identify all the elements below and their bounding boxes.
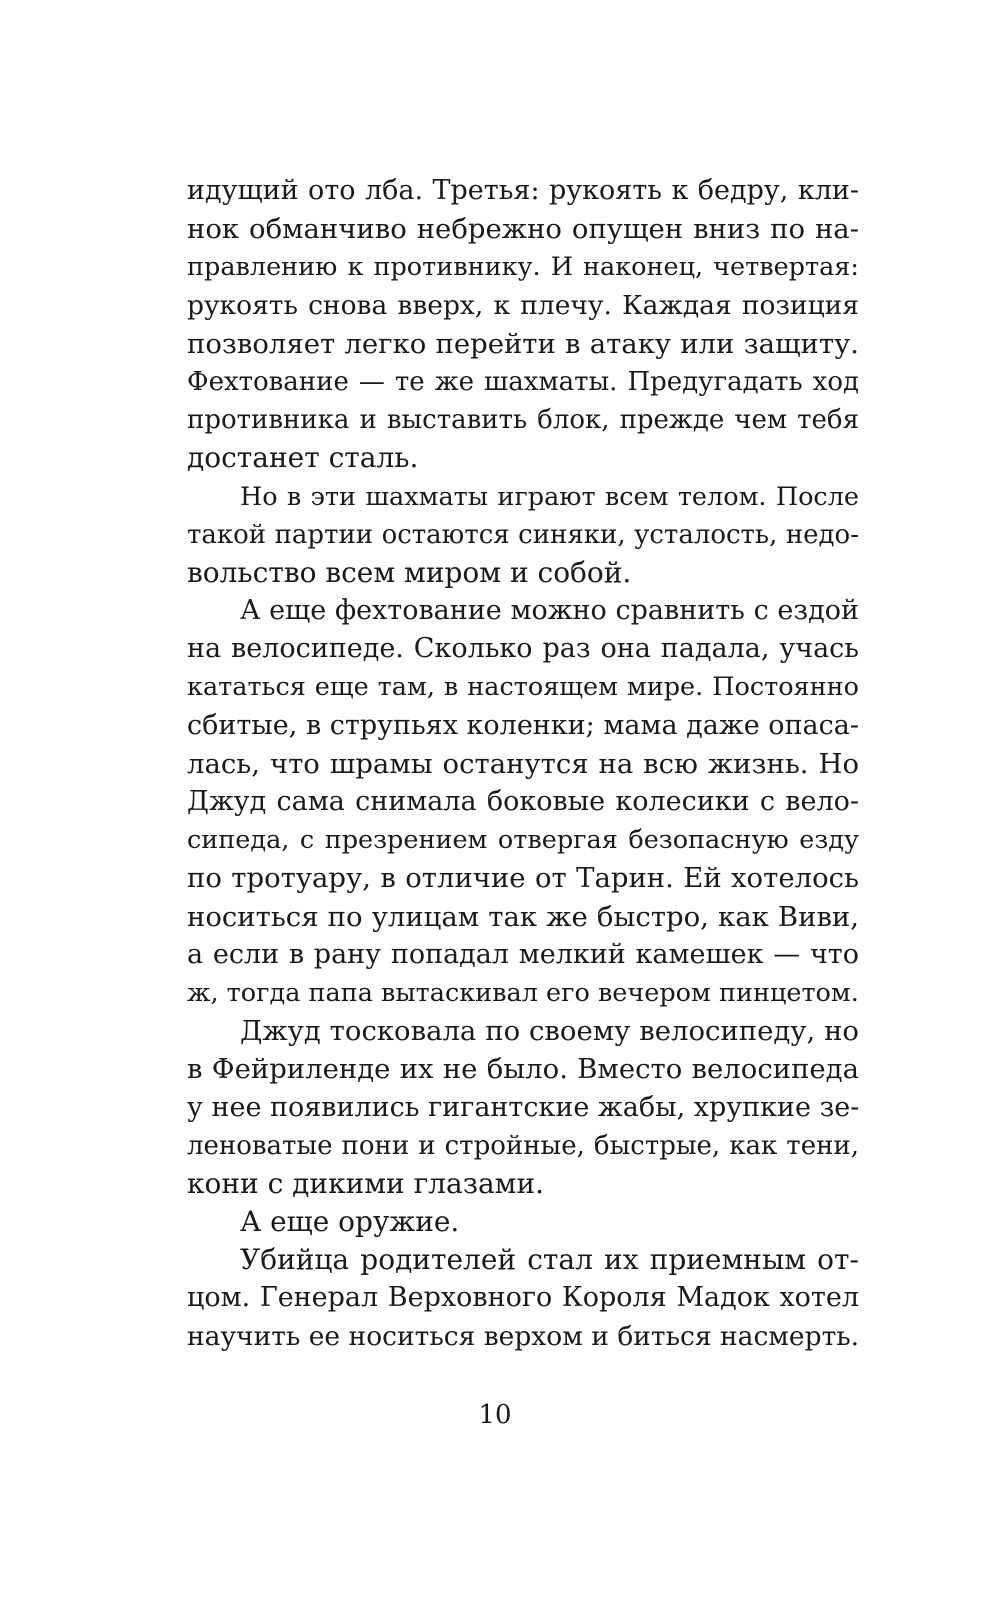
- text-line: А еще оружие.: [240, 1205, 460, 1239]
- text-line: Убийца родителей стал их приемным от-: [240, 1243, 859, 1277]
- text-line: цом. Генерал Верховного Короля Мадок хотел: [187, 1282, 859, 1314]
- text-line: леноватые пони и стройные, быстрые, как тени,: [187, 1130, 859, 1161]
- text-line: научить ее носиться верхом и биться насмерть.: [187, 1320, 860, 1352]
- body-text: [187, 172, 859, 1356]
- text-line: правлению к противнику. И наконец, четвертая:: [187, 252, 859, 283]
- text-line: А еще фехтование можно сравнить с ездой: [240, 595, 859, 627]
- text-line: сбитые, в струпьях коленки; мама даже опаса-: [187, 709, 859, 741]
- text-line: а если в рану попадал мелкий камешек — что: [187, 938, 859, 970]
- text-line: достанет сталь.: [187, 441, 419, 475]
- text-line: вольство всем миром и собой.: [187, 555, 632, 589]
- text-line: ж, тогда папа вытаскивал его вечером пинцетом.: [187, 977, 859, 1008]
- text-line: позволяет легко перейти в атаку или защиту.: [187, 327, 859, 360]
- text-line: Джуд тосковала по своему велосипеду, но: [240, 1015, 859, 1048]
- text-line: носиться по улицам так же быстро, как Виви,: [187, 900, 859, 933]
- text-line: нок обманчиво небрежно опущен вниз по на-: [187, 213, 859, 246]
- text-line: кататься еще там, в настоящем мире. Постоянно: [187, 672, 859, 703]
- text-line: такой партии остаются синяки, усталость, недо-: [187, 519, 859, 550]
- text-line: у нее появились гигантские жабы, хрупкие зе-: [187, 1091, 860, 1123]
- text-line: Фехтование — те же шахматы. Предугадать ход: [187, 366, 859, 397]
- text-line: противника и выставить блок, прежде чем тебя: [187, 405, 859, 436]
- text-line: рукоять снова вверх, к плечу. Каждая позиция: [187, 289, 859, 321]
- page-number: 10: [478, 1400, 512, 1430]
- text-line: в Фейриленде их не было. Вместо велосипеда: [187, 1053, 859, 1086]
- text-line: кони с дикими глазами.: [187, 1166, 545, 1200]
- text-line: сипеда, с презрением отвергая безопасную езду: [187, 825, 859, 856]
- text-line: на велосипеде. Сколько раз она падала, учась: [187, 633, 859, 665]
- text-line: по тротуару, в отличие от Тарин. Ей хотелось: [187, 862, 859, 895]
- text-line: Джуд сама снимала боковые колесики с вело-: [187, 786, 859, 817]
- text-line: Но в эти шахматы играют всем телом. После: [240, 481, 859, 512]
- text-line: идущий ото лба. Третья: рукоять к бедру, кли-: [187, 175, 859, 206]
- text-line: лась, что шрамы останутся на всю жизнь. Но: [187, 747, 859, 780]
